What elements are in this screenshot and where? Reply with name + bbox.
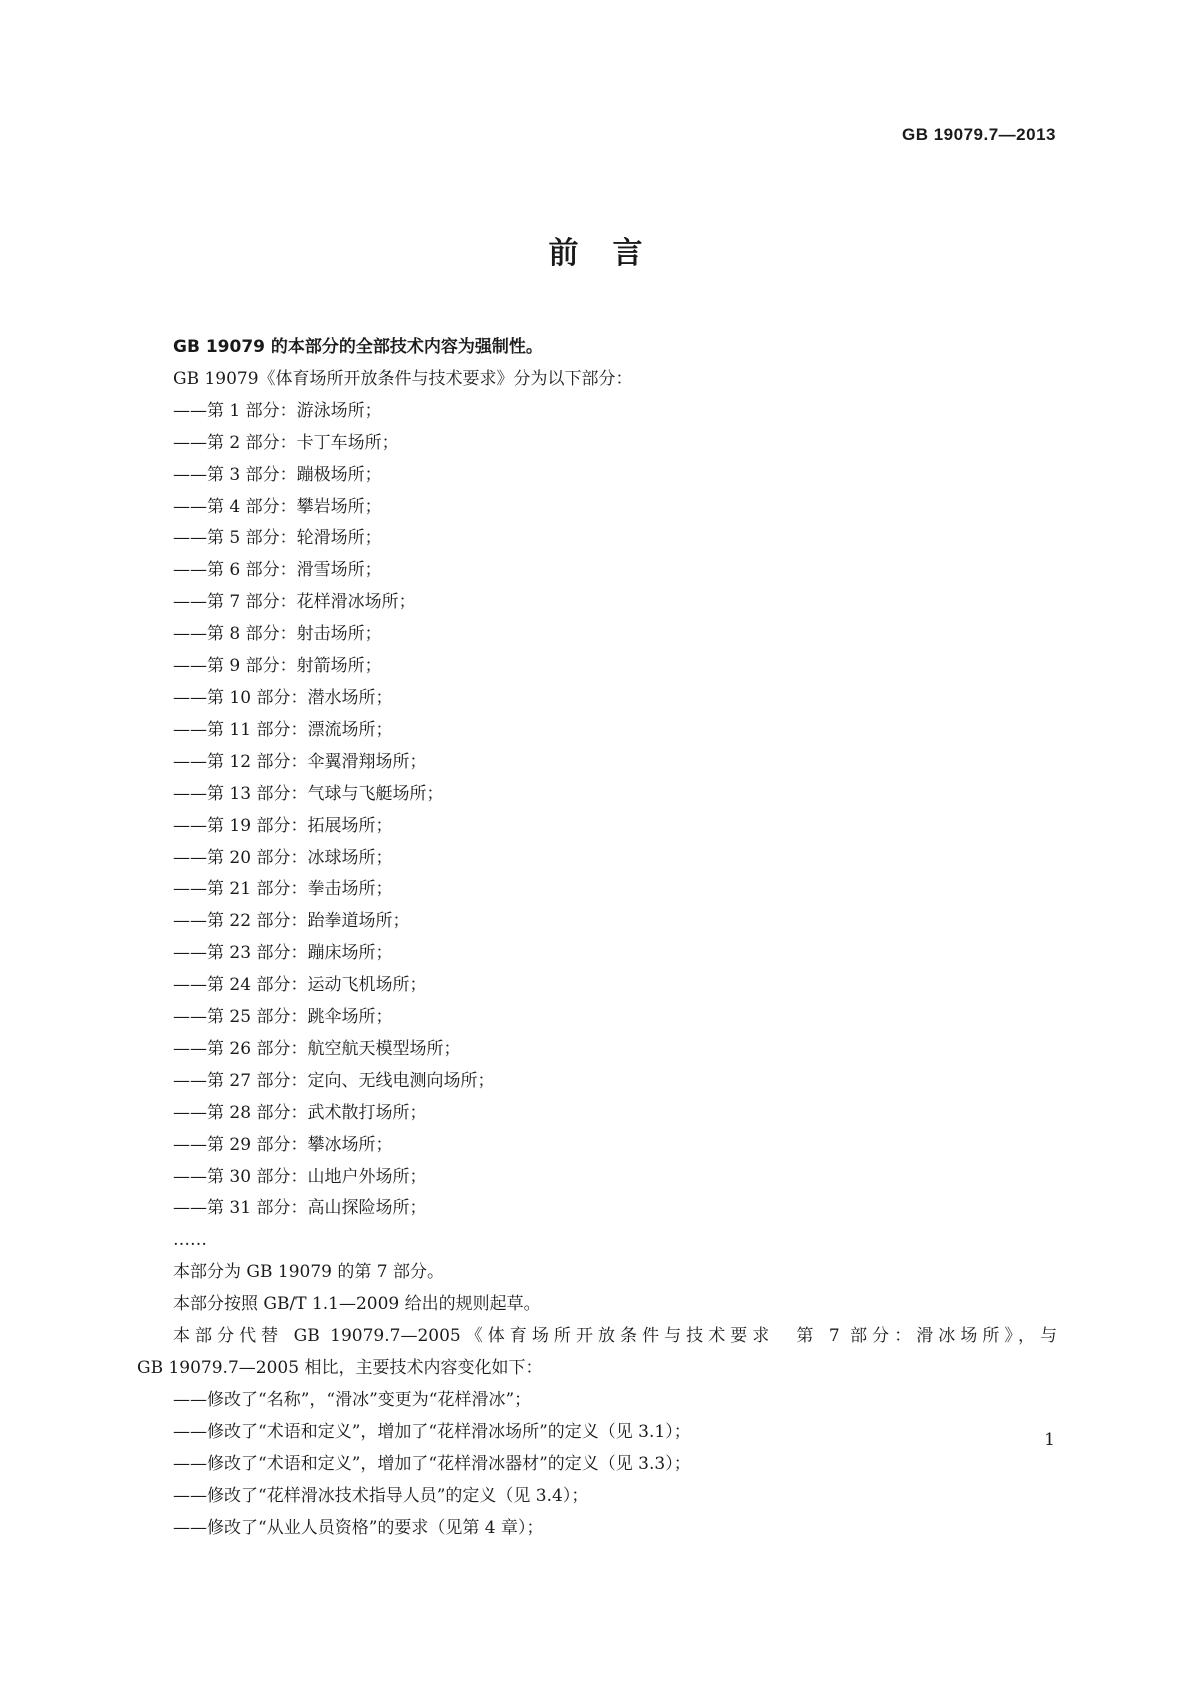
list-item: ——第 8 部分：射击场所； [173,624,382,645]
drafting-rules-statement: 本部分按照 GB/T 1.1—2009 给出的规则起草。 [173,1294,541,1315]
standard-number: GB 19079.7—2013 [902,125,1056,144]
list-item: ——第 22 部分：跆拳道场所； [173,911,410,932]
list-item: ——第 27 部分：定向、无线电测向场所； [173,1070,495,1091]
list-item: ——第 13 部分：气球与飞艇场所； [173,783,444,804]
changes-list [137,1385,1057,1545]
list-item: ——第 28 部分：武术散打场所； [173,1102,427,1123]
list-item: ——修改了“花样滑冰技术指导人员”的定义（见 3.4）； [173,1485,589,1506]
list-item: ——第 23 部分：蹦床场所； [173,943,393,964]
list-item: ——第 7 部分：花样滑冰场所； [173,592,416,613]
list-item: ——修改了“名称”，“滑冰”变更为“花样滑冰”； [173,1389,532,1410]
list-item: ——第 31 部分：高山探险场所； [173,1198,427,1219]
list-item: ——第 29 部分：攀冰场所； [173,1134,393,1155]
list-item: ——第 26 部分：航空航天模型场所； [173,1038,461,1059]
list-item: ——第 21 部分：拳击场所； [173,879,393,900]
list-item: ——第 6 部分：滑雪场所； [173,560,382,581]
foreword-body [137,332,1057,1544]
page-title: 前言 [548,236,677,271]
list-item: ——第 5 部分：轮滑场所； [173,528,382,549]
list-item: ——修改了“从业人员资格”的要求（见第 4 章）； [173,1517,544,1538]
list-item: ——第 20 部分：冰球场所； [173,847,393,868]
list-item: ——第 30 部分：山地户外场所； [173,1166,427,1187]
list-item: ——修改了“术语和定义”，增加了“花样滑冰器材”的定义（见 3.3）； [173,1453,691,1474]
list-item: ——第 24 部分：运动飞机场所； [173,975,427,996]
parts-intro: GB 19079《体育场所开放条件与技术要求》分为以下部分： [173,368,633,389]
list-item: ——第 10 部分：潜水场所； [173,687,393,708]
list-item: ——第 9 部分：射箭场所； [173,656,382,677]
part-of-statement: 本部分为 GB 19079 的第 7 部分。 [173,1262,444,1283]
list-item: ——第 25 部分：跳伞场所； [173,1007,393,1028]
replaces-statement-line-2: GB 19079.7—2005 相比，主要技术内容变化如下： [137,1358,543,1378]
list-item: ——第 4 部分：攀岩场所； [173,496,382,517]
replaces-statement-line-1: 本部分代替 GB 19079.7—2005《体育场所开放条件与技术要求 第 7 部分：滑冰场所》，与 [173,1326,1057,1347]
ellipsis: …… [173,1230,207,1251]
list-item: ——修改了“术语和定义”，增加了“花样滑冰场所”的定义（见 3.1）； [173,1421,691,1442]
list-item: ——第 19 部分：拓展场所； [173,815,393,836]
page-number: 1 [1044,1430,1055,1450]
list-item: ——第 11 部分：漂流场所； [173,719,393,740]
list-item: ——第 1 部分：游泳场所； [173,400,382,421]
parts-list [137,396,1057,1226]
list-item: ——第 12 部分：伞翼滑翔场所； [173,751,427,772]
list-item: ——第 2 部分：卡丁车场所； [173,432,399,453]
mandatory-statement: GB 19079 的本部分的全部技术内容为强制性。 [173,337,543,357]
list-item: ——第 3 部分：蹦极场所； [173,464,382,485]
